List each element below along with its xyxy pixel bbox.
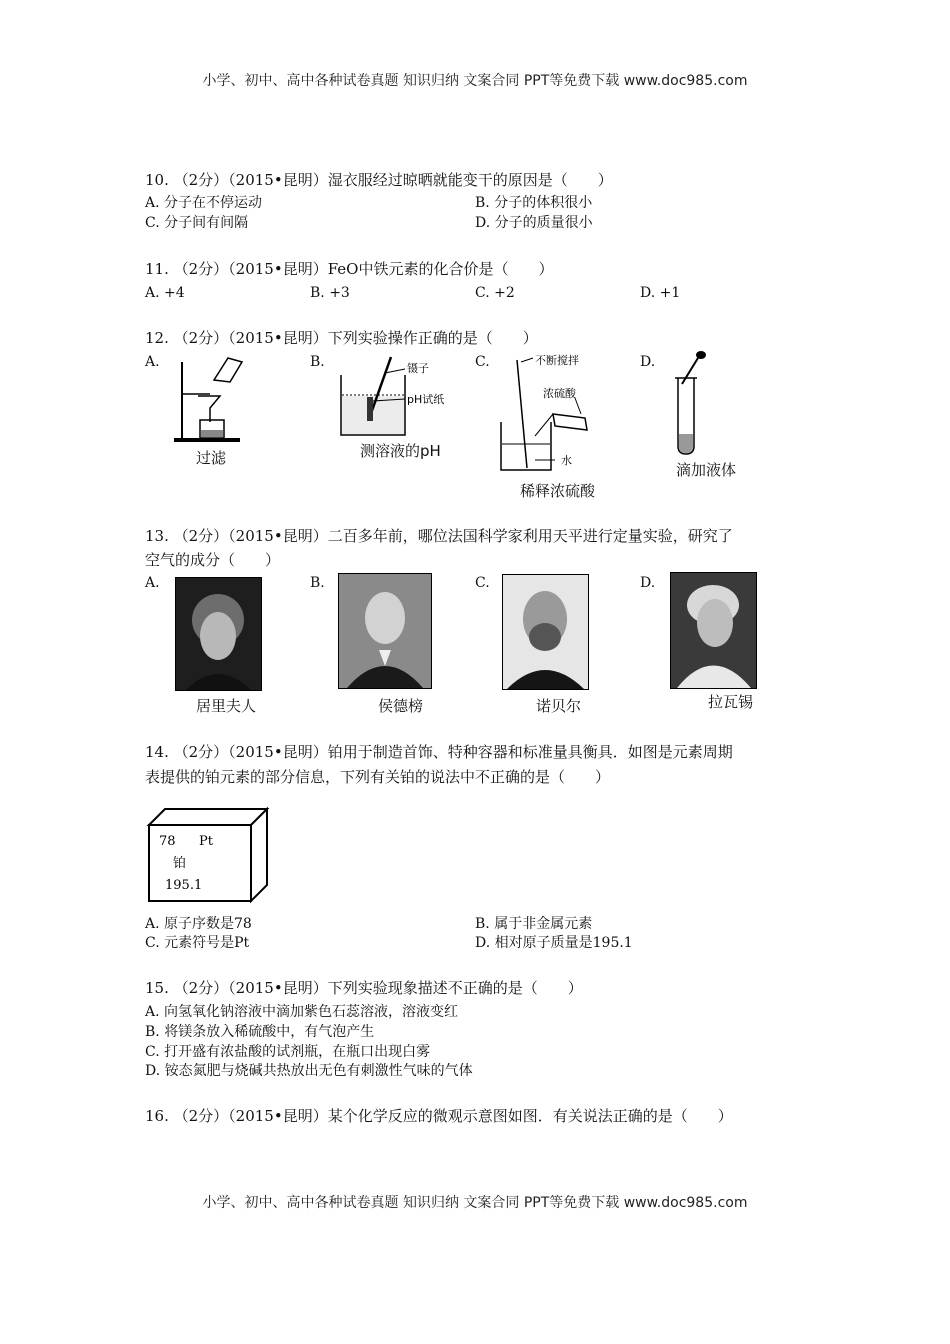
q11-option-d: D. +1: [640, 285, 681, 301]
question-14-stem-line2: 表提供的铂元素的部分信息，下列有关铂的说法中不正确的是（ ）: [145, 768, 611, 786]
tile-symbol: Pt: [199, 834, 213, 849]
q13-caption-d: 拉瓦锡: [708, 693, 754, 711]
q12-option-d: D.: [640, 354, 656, 370]
q15-option-c: C. 打开盛有浓盐酸的试剂瓶，在瓶口出现白雾: [145, 1044, 431, 1060]
portrait-curie: [175, 577, 262, 691]
q12-caption-a: 过滤: [196, 449, 227, 467]
water-label: 水: [561, 454, 572, 467]
portrait-nobel: [502, 574, 589, 690]
q11-option-b: B. +3: [310, 285, 350, 301]
q13-option-a: A.: [145, 575, 160, 591]
question-16-stem: 16. （2分）（2015•昆明）某个化学反应的微观示意图如图．有关说法正确的是（ ）: [145, 1107, 733, 1125]
portrait-lavoisier: [670, 572, 757, 689]
q13-caption-a: 居里夫人: [196, 697, 257, 715]
question-10-stem: 10. （2分）（2015•昆明）湿衣服经过晾晒就能变干的原因是（ ）: [145, 171, 613, 189]
q15-option-b: B. 将镁条放入稀硫酸中，有气泡产生: [145, 1024, 375, 1040]
platinum-element-tile: [143, 805, 273, 905]
q10-option-b: B. 分子的体积很小: [475, 195, 593, 211]
tile-atomic-number: 78: [159, 834, 176, 849]
q10-option-d: D. 分子的质量很小: [475, 215, 593, 231]
q12-option-a: A.: [145, 354, 160, 370]
q13-caption-b: 侯德榜: [378, 697, 424, 715]
q12-caption-c: 稀释浓硫酸: [520, 482, 596, 500]
tile-element-name: 铂: [173, 856, 187, 871]
q12-caption-b: 测溶液的pH: [360, 442, 441, 460]
q10-option-c: C. 分子间有间隔: [145, 215, 249, 231]
ph-paper-label: pH试纸: [407, 393, 445, 406]
q12-option-c: C.: [475, 354, 490, 370]
q14-option-b: B. 属于非金属元素: [475, 916, 593, 932]
q13-caption-c: 诺贝尔: [536, 697, 582, 715]
filtration-diagram: [170, 352, 250, 447]
question-15-stem: 15. （2分）（2015•昆明）下列实验现象描述不正确的是（ ）: [145, 979, 583, 997]
portrait-hou-debang: [338, 573, 432, 689]
q11-option-a: A. +4: [145, 285, 185, 301]
tweezers-label: 镊子: [407, 362, 429, 375]
q13-option-b: B.: [310, 575, 325, 591]
q13-option-d: D.: [640, 575, 656, 591]
q14-option-d: D. 相对原子质量是195.1: [475, 935, 633, 951]
tile-atomic-mass: 195.1: [165, 878, 203, 893]
q12-caption-d: 滴加液体: [676, 461, 737, 479]
q15-option-d: D. 铵态氮肥与烧碱共热放出无色有刺激性气味的气体: [145, 1063, 473, 1079]
question-14-stem-line1: 14. （2分）（2015•昆明）铂用于制造首饰、特种容器和标准量具衡具．如图是元素周期: [145, 743, 733, 761]
page-header: 小学、初中、高中各种试卷真题 知识归纳 文案合同 PPT等免费下载 www.doc985.com: [202, 73, 748, 89]
page-footer: 小学、初中、高中各种试卷真题 知识归纳 文案合同 PPT等免费下载 www.doc985.com: [202, 1195, 748, 1211]
question-12-stem: 12. （2分）（2015•昆明）下列实验操作正确的是（ ）: [145, 329, 538, 347]
q14-option-c: C. 元素符号是Pt: [145, 935, 250, 951]
conc-acid-label: 浓硫酸: [543, 387, 576, 400]
ph-test-diagram: [335, 355, 445, 440]
q11-option-c: C. +2: [475, 285, 515, 301]
q14-option-a: A. 原子序数是78: [145, 916, 252, 932]
question-11-stem: 11. （2分）（2015•昆明）FeO中铁元素的化合价是（ ）: [145, 260, 554, 278]
q10-option-a: A. 分子在不停运动: [145, 195, 263, 211]
stir-label: 不断搅拌: [535, 354, 579, 367]
question-13-stem-line1: 13. （2分）（2015•昆明）二百多年前，哪位法国科学家利用天平进行定量实验，研究了: [145, 527, 733, 545]
q13-option-c: C.: [475, 575, 490, 591]
q12-option-b: B.: [310, 354, 325, 370]
dilution-diagram: [495, 352, 620, 477]
q15-option-a: A. 向氢氧化钠溶液中滴加紫色石蕊溶液，溶液变红: [145, 1004, 459, 1020]
question-13-stem-line2: 空气的成分（ ）: [145, 551, 281, 569]
dropper-diagram: [664, 350, 724, 460]
